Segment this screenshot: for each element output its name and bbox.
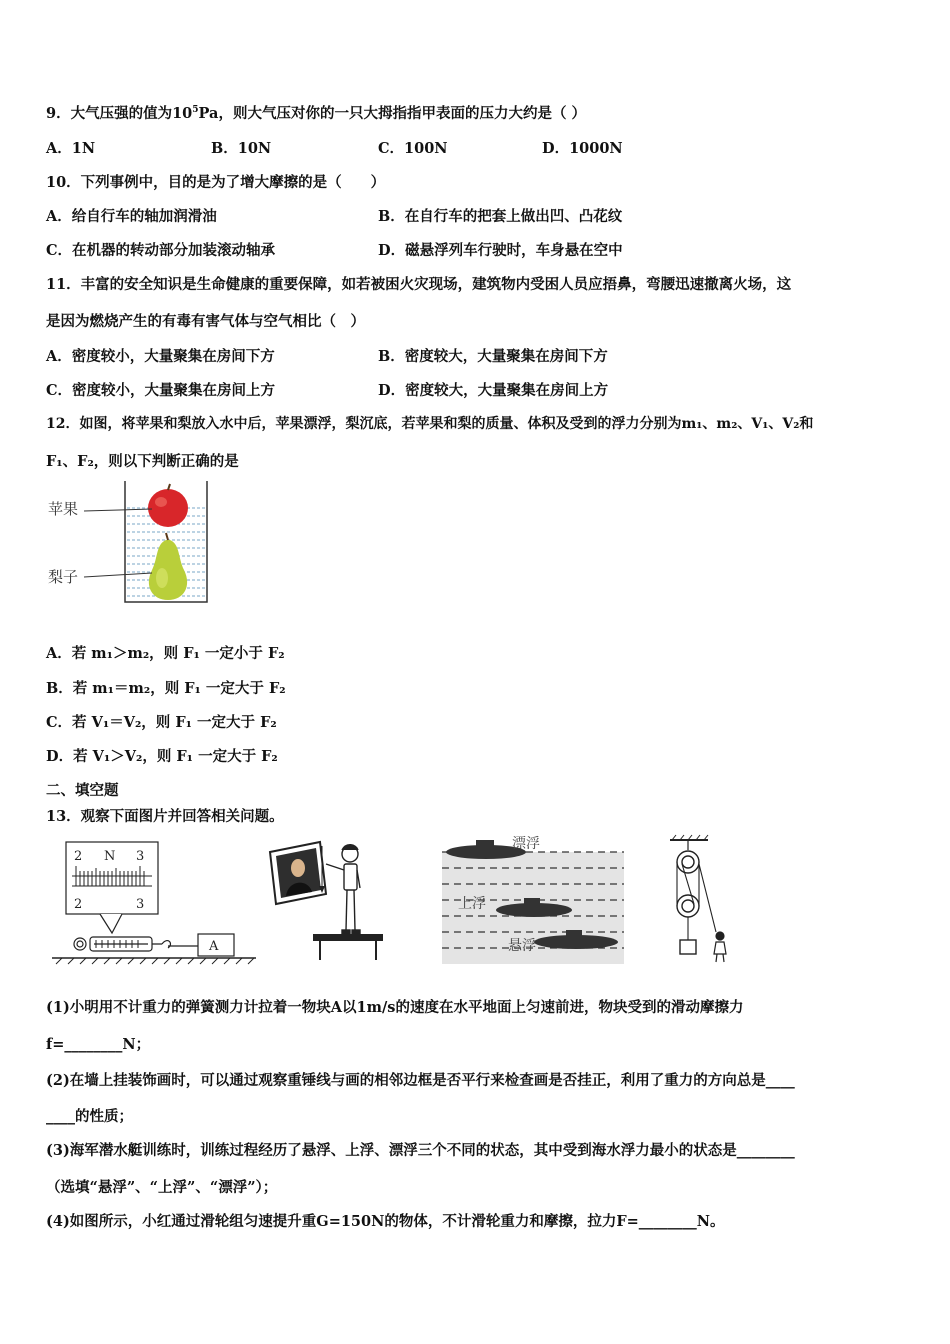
q10-option-a[interactable]: A．给自行车的轴加润滑油 [46,208,217,225]
ropes [677,862,716,940]
q9-option-b[interactable]: B．10N [211,140,272,157]
q12-option-a[interactable]: A．若 m₁＞m₂，则 F₁ 一定小于 F₂ [46,645,285,662]
q12-stem-line1: 12．如图，将苹果和梨放入水中后，苹果漂浮，梨沉底，若苹果和梨的质量、体积及受到的浮力分别为m₁、m₂、V₁、V₂和 [46,416,814,432]
fixed-pulley-icon [677,851,699,873]
pear-icon [149,533,187,600]
apple-label: 苹果 [48,500,79,518]
scale-tick-3-top: 3 [136,849,145,864]
scale-tick-2-bottom: 2 [74,897,83,912]
section-title: 二、填空题 [46,782,119,799]
q13-part1-line1: (1)小明用不计重力的弹簧测力计拉着一物块A以1m/s的速度在水平地面上匀速前进，物块受到的滑动摩擦力 [46,999,744,1016]
apple-icon [148,484,188,527]
q13-stem: 13．观察下面图片并回答相关问题。 [46,808,284,825]
girl-icon [714,932,726,962]
q10-option-d[interactable]: D．磁悬浮列车行驶时，车身悬在空中 [378,242,623,259]
apple-pear-figure [44,478,210,606]
q9-stem: 9．大气压强的值为$10^5Pa$，则大气压对你的一只大拇指指甲表面的压力大约是（ ） [46,105,587,122]
spring-scale-figure [50,838,260,966]
weight-block [680,940,696,954]
q13-part3-line2: （选填“悬浮”、“上浮”、“漂浮”）； [46,1179,278,1196]
q9-option-d[interactable]: D．1000N [542,140,623,157]
q11-option-d[interactable]: D．密度较大，大量聚集在房间上方 [378,382,609,399]
submarine-figure [442,834,624,964]
scale-tick-2-top: 2 [74,849,83,864]
q12-option-b[interactable]: B．若 m₁＝m₂，则 F₁ 一定大于 F₂ [46,680,286,697]
q10-option-c[interactable]: C．在机器的转动部分加装滚动轴承 [46,242,276,259]
rising-label: 上浮 [458,896,486,912]
pear-label: 梨子 [48,568,79,586]
q13-part4[interactable]: (4)如图所示，小红通过滑轮组匀速提升重G=150N的物体，不计滑轮重力和摩擦，拉力F=________N。 [46,1213,725,1230]
q11-stem-line1: 11．丰富的安全知识是生命健康的重要保障，如若被困火灾现场，建筑物内受困人员应捂鼻，弯腰迅速撤离火场，这 [46,276,792,293]
q12-stem-line2: F₁、F₂，则以下判断正确的是 [46,453,239,470]
q9-option-a[interactable]: A．1N [46,140,96,157]
q10-option-b[interactable]: B．在自行车的把套上做出凹、凸花纹 [378,208,623,225]
stool [314,935,382,960]
q10-stem: 10．下列事例中，目的是为了增大摩擦的是（ ） [46,174,386,191]
q12-option-c[interactable]: C．若 V₁＝V₂，则 F₁ 一定大于 F₂ [46,714,277,731]
q11-stem-line2: 是因为燃烧产生的有毒有害气体与空气相比（ ） [46,313,365,330]
scale-tick-3-bottom: 3 [136,897,145,912]
q13-part2-line2[interactable]: ____的性质； [46,1108,133,1125]
block-a-label: A [209,939,219,954]
q9-option-c[interactable]: C．100N [378,140,448,157]
floating-label: 漂浮 [512,836,540,852]
suspended-label: 悬浮 [508,938,536,954]
framed-picture-icon [270,842,326,904]
q13-part2-line1[interactable]: (2)在墙上挂装饰画时，可以通过观察重锤线与画的相邻边框是否平行来检查画是否挂正，利用了重力的方向总是____ [46,1072,795,1089]
plumb-line-figure [262,840,390,964]
q11-option-c[interactable]: C．密度较小，大量聚集在房间上方 [46,382,276,399]
boy-icon [326,845,360,934]
pulley-figure [668,834,734,966]
q12-option-d[interactable]: D．若 V₁＞V₂，则 F₁ 一定大于 F₂ [46,748,278,765]
q11-option-b[interactable]: B．密度较大，大量聚集在房间下方 [378,348,608,365]
movable-pulley-icon [677,895,699,917]
q13-part3-line1[interactable]: (3)海军潜水艇训练时，训练过程经历了悬浮、上浮、漂浮三个不同的状态，其中受到海水浮力最小的状态是________ [46,1142,795,1159]
spring-scale-icon [74,937,170,951]
q13-part1-line2[interactable]: f=________N； [46,1036,151,1053]
q11-option-a[interactable]: A．密度较小，大量聚集在房间下方 [46,348,275,365]
scale-unit-label: N [104,849,116,864]
ground-hatch [56,958,254,964]
